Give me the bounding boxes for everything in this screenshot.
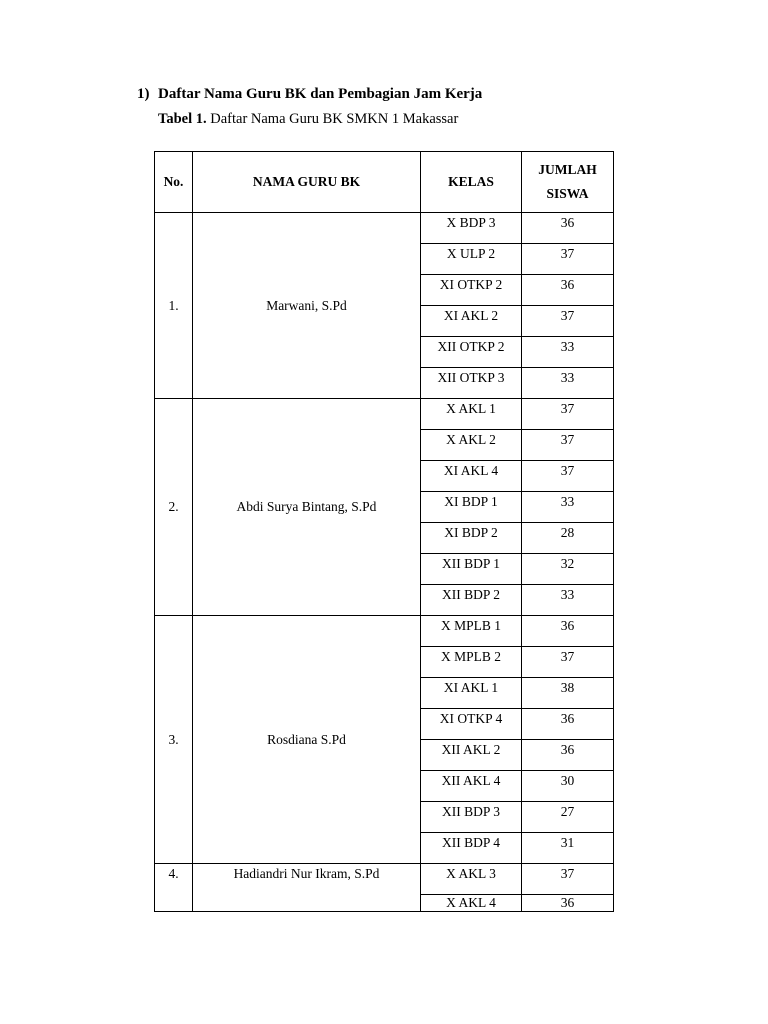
cell-kelas: XI AKL 1 [421, 678, 522, 709]
cell-kelas: X MPLB 1 [421, 616, 522, 647]
cell-kelas: XI BDP 1 [421, 492, 522, 523]
cell-kelas: XII BDP 1 [421, 554, 522, 585]
cell-kelas: X ULP 2 [421, 244, 522, 275]
section-heading [137, 86, 482, 103]
table-row [155, 399, 614, 430]
cell-jumlah-siswa: 33 [522, 585, 614, 616]
cell-jumlah-siswa: 36 [522, 275, 614, 306]
table-caption-text: Daftar Nama Guru BK SMKN 1 Makassar [210, 111, 459, 127]
header-jumlah: JUMLAH SISWA [522, 152, 614, 213]
table-caption [158, 111, 458, 128]
cell-jumlah-siswa: 32 [522, 554, 614, 585]
table-row [155, 616, 614, 647]
cell-jumlah-siswa: 37 [522, 306, 614, 337]
table-caption-label: Tabel 1. [158, 111, 207, 127]
cell-jumlah-siswa: 37 [522, 430, 614, 461]
cell-jumlah-siswa: 36 [522, 895, 614, 912]
cell-kelas: XII AKL 4 [421, 771, 522, 802]
cell-jumlah-siswa: 38 [522, 678, 614, 709]
cell-no: 2. [155, 399, 193, 616]
cell-jumlah-siswa: 30 [522, 771, 614, 802]
cell-jumlah-siswa: 36 [522, 709, 614, 740]
cell-jumlah-siswa: 28 [522, 523, 614, 554]
cell-kelas: XI AKL 4 [421, 461, 522, 492]
cell-kelas: XI BDP 2 [421, 523, 522, 554]
table-body [155, 213, 614, 912]
cell-jumlah-siswa: 37 [522, 864, 614, 895]
section-number: 1) [137, 86, 150, 102]
cell-guru-name: Hadiandri Nur Ikram, S.Pd [193, 864, 421, 912]
cell-kelas: X BDP 3 [421, 213, 522, 244]
cell-kelas: XI OTKP 4 [421, 709, 522, 740]
cell-jumlah-siswa: 37 [522, 647, 614, 678]
guru-bk-table [154, 151, 614, 912]
cell-kelas: X MPLB 2 [421, 647, 522, 678]
cell-jumlah-siswa: 36 [522, 616, 614, 647]
cell-jumlah-siswa: 36 [522, 740, 614, 771]
cell-jumlah-siswa: 37 [522, 244, 614, 275]
cell-jumlah-siswa: 36 [522, 213, 614, 244]
table-row [155, 213, 614, 244]
header-kelas: KELAS [421, 152, 522, 213]
header-no: No. [155, 152, 193, 213]
cell-guru-name: Rosdiana S.Pd [193, 616, 421, 864]
section-title: Daftar Nama Guru BK dan Pembagian Jam Kerja [158, 86, 483, 102]
cell-kelas: XII OTKP 3 [421, 368, 522, 399]
cell-jumlah-siswa: 33 [522, 492, 614, 523]
cell-jumlah-siswa: 37 [522, 461, 614, 492]
cell-jumlah-siswa: 33 [522, 337, 614, 368]
cell-guru-name: Abdi Surya Bintang, S.Pd [193, 399, 421, 616]
cell-kelas: X AKL 4 [421, 895, 522, 912]
cell-jumlah-siswa: 27 [522, 802, 614, 833]
cell-kelas: XII BDP 2 [421, 585, 522, 616]
cell-kelas: X AKL 3 [421, 864, 522, 895]
cell-guru-name: Marwani, S.Pd [193, 213, 421, 399]
cell-kelas: XII OTKP 2 [421, 337, 522, 368]
cell-kelas: X AKL 1 [421, 399, 522, 430]
cell-jumlah-siswa: 33 [522, 368, 614, 399]
header-name: NAMA GURU BK [193, 152, 421, 213]
table-row [155, 864, 614, 895]
cell-no: 4. [155, 864, 193, 912]
cell-no: 1. [155, 213, 193, 399]
cell-kelas: XII BDP 3 [421, 802, 522, 833]
cell-no: 3. [155, 616, 193, 864]
cell-kelas: XI OTKP 2 [421, 275, 522, 306]
cell-kelas: XII AKL 2 [421, 740, 522, 771]
cell-kelas: XI AKL 2 [421, 306, 522, 337]
cell-kelas: XII BDP 4 [421, 833, 522, 864]
cell-jumlah-siswa: 37 [522, 399, 614, 430]
table-header-row [155, 152, 614, 213]
cell-jumlah-siswa: 31 [522, 833, 614, 864]
cell-kelas: X AKL 2 [421, 430, 522, 461]
